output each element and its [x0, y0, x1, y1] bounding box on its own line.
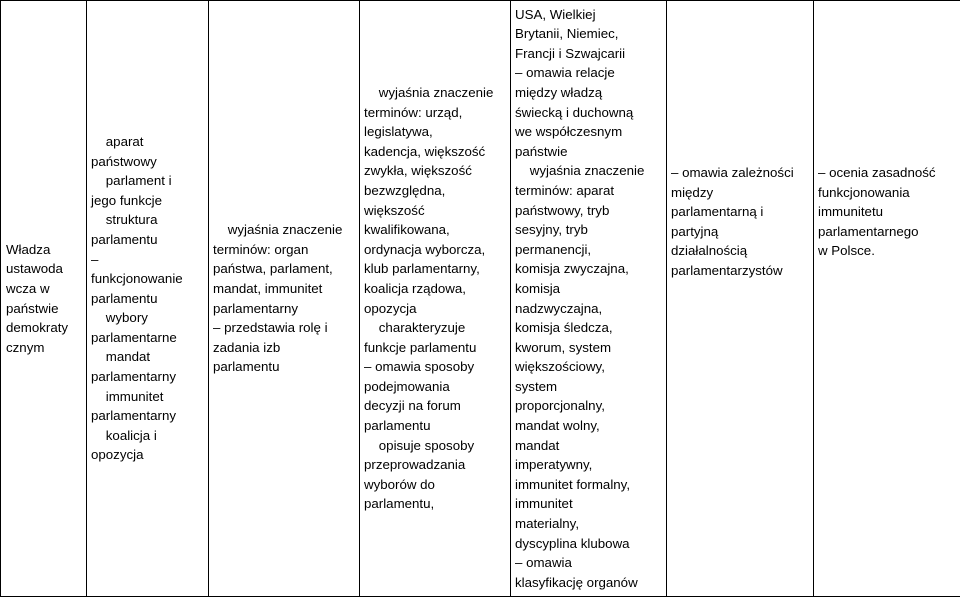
- cell-text-line: kadencja, większość: [364, 142, 506, 162]
- cell-text-line: państwowy, tryb: [515, 201, 662, 221]
- cell-text-line: parlamentu: [364, 416, 506, 436]
- cell-text-line: Brytanii, Niemiec,: [515, 24, 662, 44]
- cell-text-line: system: [515, 377, 662, 397]
- cell-text-line: mandat wolny,: [515, 416, 662, 436]
- cell-text-line: wyjaśnia znaczenie: [515, 161, 662, 181]
- cell-text-line: ordynacja wyborcza,: [364, 240, 506, 260]
- cell-text-line: immunitet: [515, 494, 662, 514]
- cell-text-line: terminów: urząd,: [364, 103, 506, 123]
- cell-text-line: parlamentu: [213, 357, 355, 377]
- cell-text-line: struktura: [91, 210, 204, 230]
- cell-text-line: parlamentarny: [91, 406, 204, 426]
- table-cell-requirements-outstanding: [814, 1, 960, 597]
- cell-text-line: parlamentarnego: [818, 222, 956, 242]
- table-cell-content: [87, 1, 209, 597]
- cell-text-line: państwowy: [91, 152, 204, 172]
- table-cell-requirements-basic: [209, 1, 360, 597]
- cell-text-line: funkcjonowania: [818, 183, 956, 203]
- cell-text-line: Francji i Szwajcarii: [515, 44, 662, 64]
- cell-text-line: aparat: [91, 132, 204, 152]
- cell-text-line: parlamentarzystów: [671, 261, 809, 281]
- cell-text-line: partyjną: [671, 222, 809, 242]
- cell-text-line: legislatywa,: [364, 122, 506, 142]
- cell-text-line: większość: [364, 201, 506, 221]
- table-cell-requirements-advanced: [511, 1, 667, 597]
- cell-text-line: wyjaśnia znaczenie: [364, 83, 506, 103]
- cell-text-line: między: [671, 183, 809, 203]
- cell-text-line: podejmowania: [364, 377, 506, 397]
- cell-text-line: decyzji na forum: [364, 396, 506, 416]
- cell-text-line: komisja zwyczajna,: [515, 259, 662, 279]
- cell-text-line: dyscyplina klubowa: [515, 534, 662, 554]
- cell-text-line: jego funkcje: [91, 191, 204, 211]
- cell-text-line: opozycja: [364, 299, 506, 319]
- cell-text-line: terminów: organ: [213, 240, 355, 260]
- cell-text-line: USA, Wielkiej: [515, 5, 662, 25]
- cell-text-line: państwa, parlament,: [213, 259, 355, 279]
- cell-text-line: materialny,: [515, 514, 662, 534]
- cell-text-line: demokraty: [6, 318, 82, 338]
- cell-text-line: – omawia relacje: [515, 63, 662, 83]
- cell-text-line: charakteryzuje: [364, 318, 506, 338]
- cell-text-line: ustawoda: [6, 259, 82, 279]
- cell-text-line: proporcjonalny,: [515, 396, 662, 416]
- cell-text-line: komisja: [515, 279, 662, 299]
- cell-text-line: – omawia: [515, 553, 662, 573]
- cell-text-line: kworum, system: [515, 338, 662, 358]
- cell-text-line: parlamentarne: [91, 328, 204, 348]
- cell-text-line: – ocenia zasadność: [818, 163, 956, 183]
- cell-text-line: funkcje parlamentu: [364, 338, 506, 358]
- cell-text-line: we współczesnym: [515, 122, 662, 142]
- cell-text-line: opisuje sposoby: [364, 436, 506, 456]
- cell-text-line: Władza: [6, 240, 82, 260]
- cell-text-line: nadzwyczajna,: [515, 299, 662, 319]
- cell-text-line: wyborów do: [364, 475, 506, 495]
- table-cell-requirements-extended: [360, 1, 511, 597]
- cell-text-line: wcza w: [6, 279, 82, 299]
- cell-text-line: immunitet formalny,: [515, 475, 662, 495]
- cell-text-line: państwie: [6, 299, 82, 319]
- cell-text-line: kwalifikowana,: [364, 220, 506, 240]
- cell-text-line: państwie: [515, 142, 662, 162]
- cell-text-line: opozycja: [91, 445, 204, 465]
- cell-text-line: – przedstawia rolę i: [213, 318, 355, 338]
- table-cell-requirements-excellent: [667, 1, 814, 597]
- cell-text-line: mandat: [515, 436, 662, 456]
- cell-text-line: parlament i: [91, 171, 204, 191]
- cell-text-line: komisja śledcza,: [515, 318, 662, 338]
- cell-text-line: klasyfikację organów: [515, 573, 662, 593]
- cell-text-line: immunitet: [91, 387, 204, 407]
- cell-text-line: większościowy,: [515, 357, 662, 377]
- table-cell-topic: [1, 1, 87, 597]
- cell-text-line: zwykła, większość: [364, 161, 506, 181]
- cell-text-line: wybory: [91, 308, 204, 328]
- cell-text-line: koalicja rządowa,: [364, 279, 506, 299]
- cell-text-line: sesyjny, tryb: [515, 220, 662, 240]
- cell-text-line: parlamentarny: [91, 367, 204, 387]
- cell-text-line: wyjaśnia znaczenie: [213, 220, 355, 240]
- cell-text-line: permanencji,: [515, 240, 662, 260]
- cell-text-line: – omawia sposoby: [364, 357, 506, 377]
- cell-text-line: zadania izb: [213, 338, 355, 358]
- cell-text-line: –: [91, 250, 204, 270]
- cell-text-line: parlamentu,: [364, 494, 506, 514]
- cell-text-line: w Polsce.: [818, 241, 956, 261]
- cell-text-line: koalicja i: [91, 426, 204, 446]
- cell-text-line: imperatywny,: [515, 455, 662, 475]
- cell-text-line: świecką i duchowną: [515, 103, 662, 123]
- cell-text-line: terminów: aparat: [515, 181, 662, 201]
- cell-text-line: między władzą: [515, 83, 662, 103]
- table-row: [1, 1, 960, 597]
- cell-text-line: klub parlamentarny,: [364, 259, 506, 279]
- cell-text-line: mandat, immunitet: [213, 279, 355, 299]
- cell-text-line: działalnością: [671, 241, 809, 261]
- cell-text-line: parlamentu: [91, 230, 204, 250]
- cell-text-line: cznym: [6, 338, 82, 358]
- cell-text-line: mandat: [91, 347, 204, 367]
- cell-text-line: – omawia zależności: [671, 163, 809, 183]
- cell-text-line: parlamentarną i: [671, 202, 809, 222]
- cell-text-line: przeprowadzania: [364, 455, 506, 475]
- cell-text-line: bezwzględna,: [364, 181, 506, 201]
- cell-text-line: parlamentarny: [213, 299, 355, 319]
- cell-text-line: funkcjonowanie: [91, 269, 204, 289]
- cell-text-line: parlamentu: [91, 289, 204, 309]
- cell-text-line: immunitetu: [818, 202, 956, 222]
